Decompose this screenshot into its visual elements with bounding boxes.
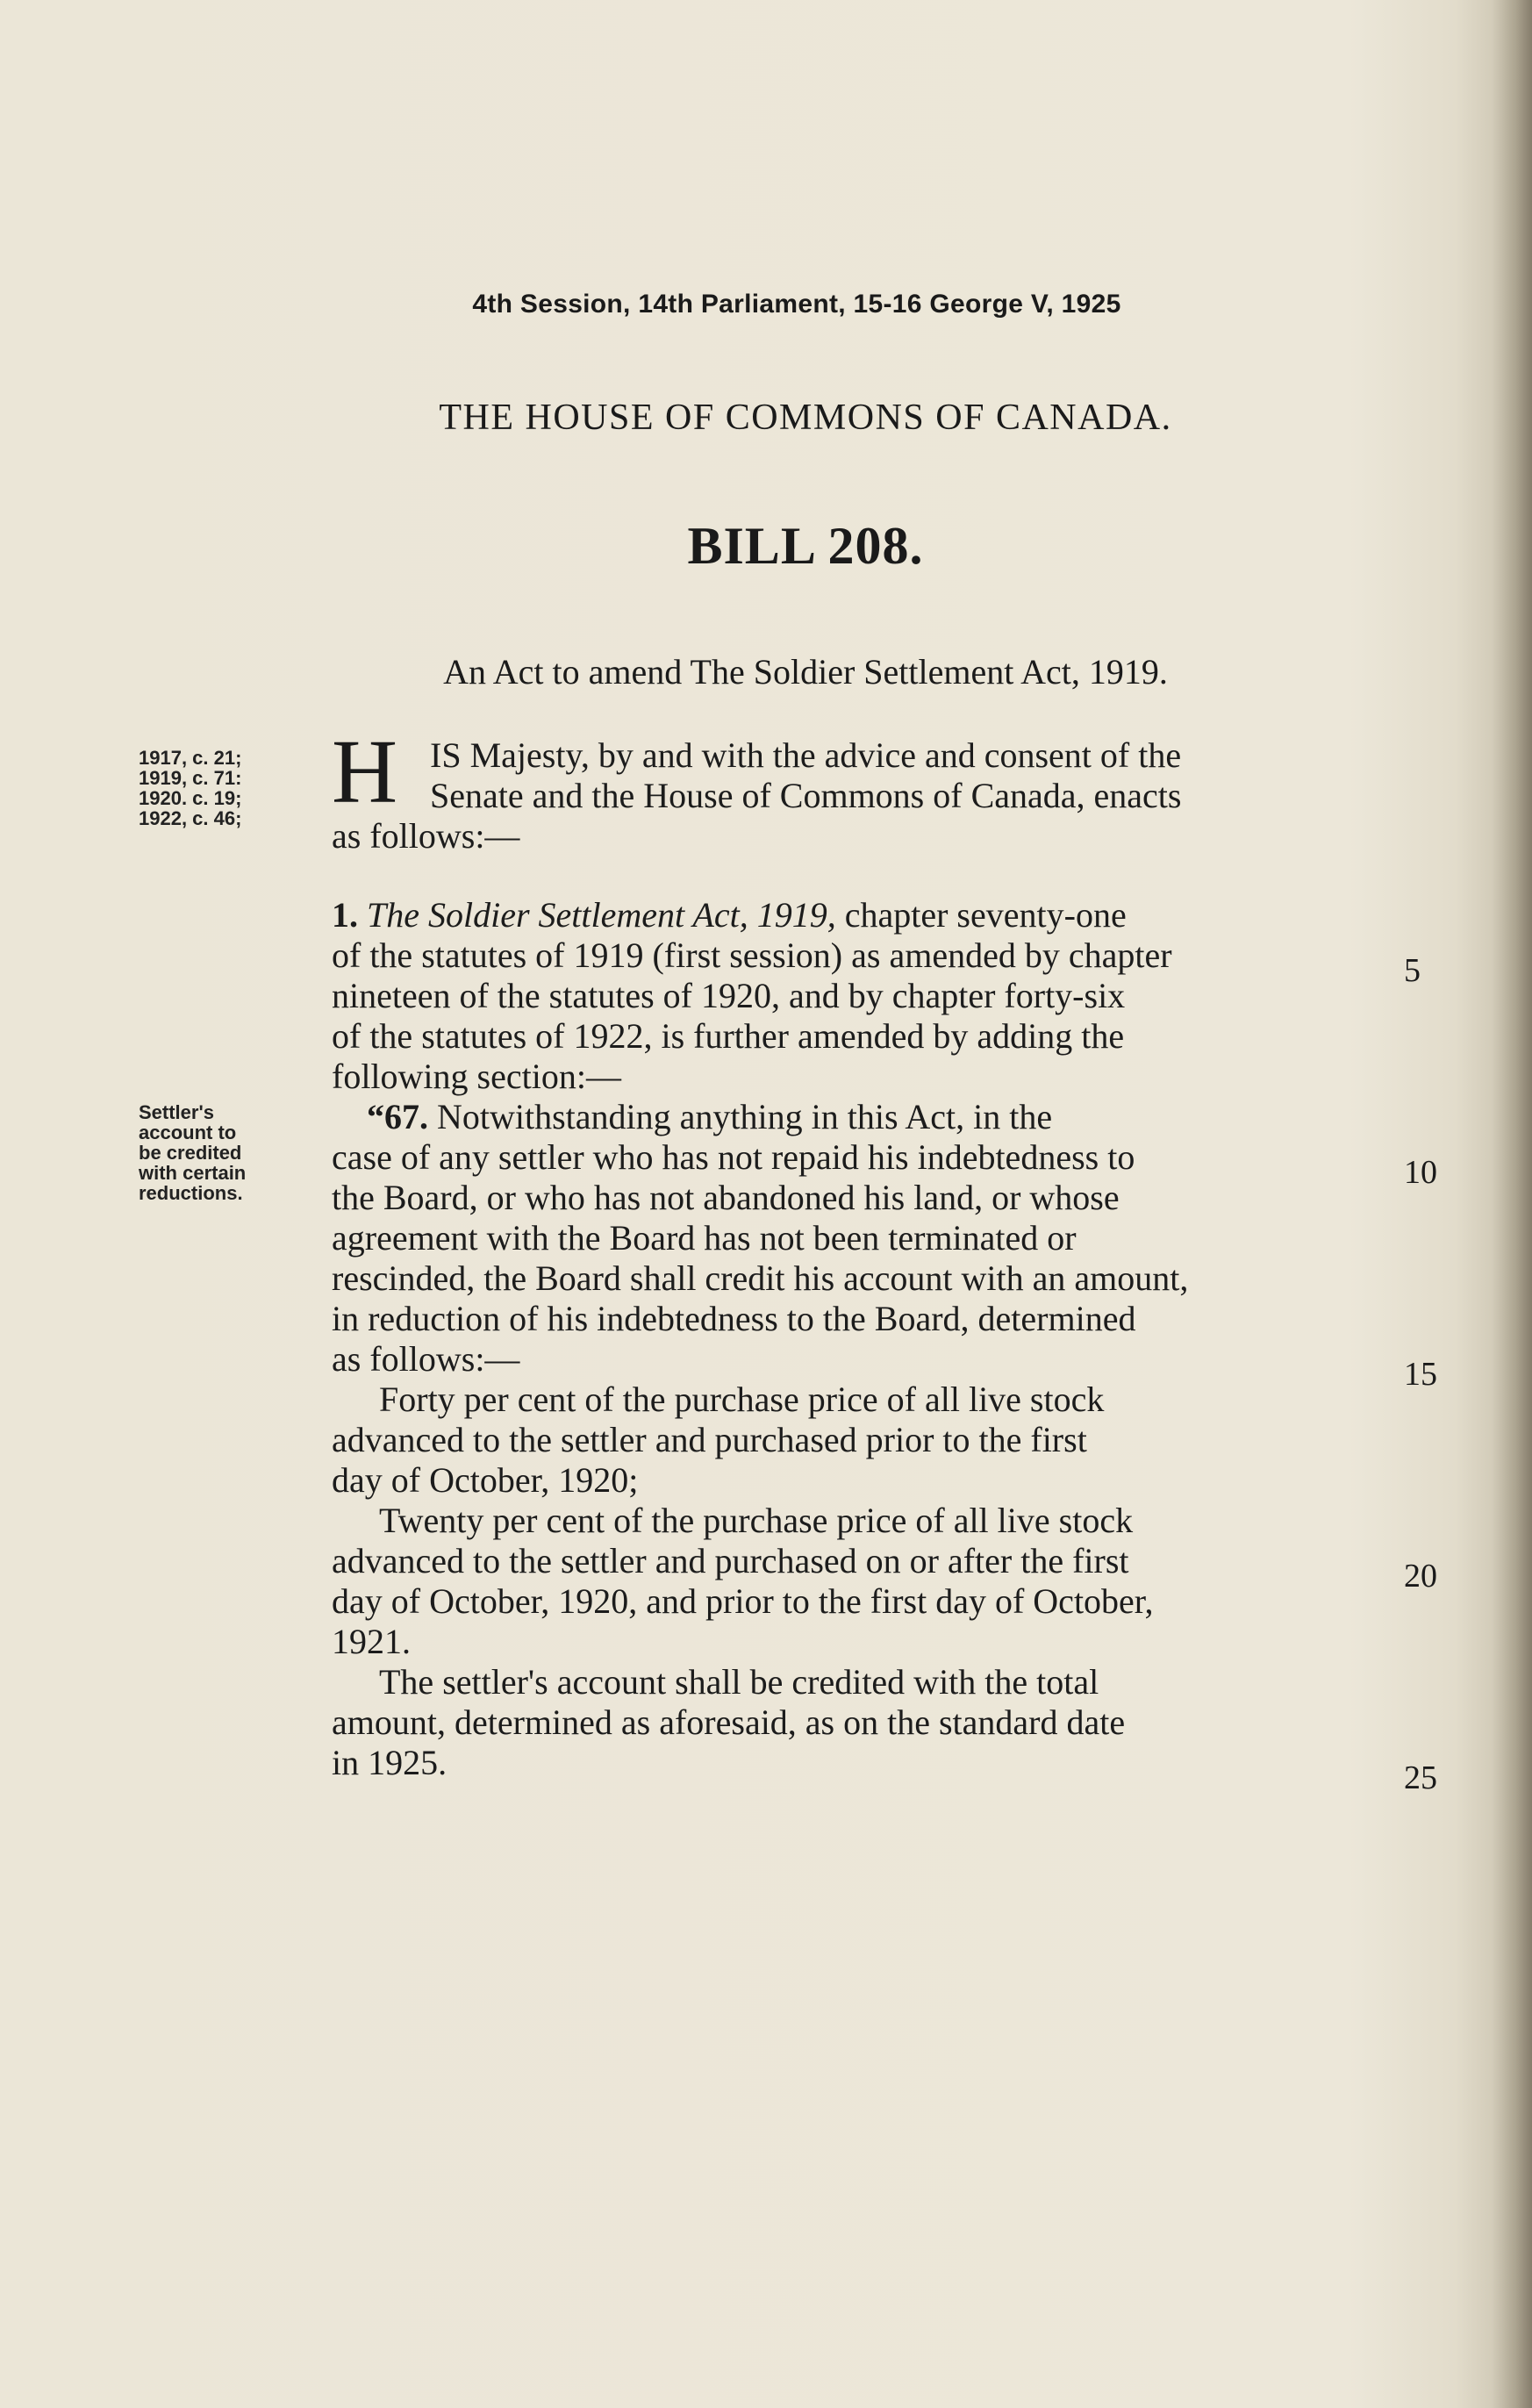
para-2-line: day of October, 1920, and prior to the first day of October, [332,1581,1154,1621]
line-number: 15 [1404,1356,1437,1393]
preamble-line: Senate and the House of Commons of Canada, enacts [430,776,1182,815]
para-2-line: Twenty per cent of the purchase price of all live stock [379,1501,1134,1540]
citation-1917: 1917, c. 21; [139,747,242,769]
section-1-line: of the statutes of 1922, is further amended by adding the [332,1016,1125,1056]
preamble-line: IS Majesty, by and with the advice and consent of the [430,735,1182,775]
preamble-indented [430,735,1392,816]
settler-note-line: account to [139,1122,237,1143]
section-1-line: nineteen of the statutes of 1920, and by chapter forty-six [332,976,1126,1015]
margin-settler-note [139,1102,305,1203]
page-edge-shadow [1492,0,1532,2408]
citation-1922: 1922, c. 46; [139,807,242,829]
para-3-line: amount, determined as aforesaid, as on the standard date [332,1702,1126,1742]
para-1-line: day of October, 1920; [332,1460,639,1500]
para-1-line: Forty per cent of the purchase price of all live stock [379,1380,1105,1419]
section-number: 1. [332,895,358,935]
section-67-line: in reduction of his indebtedness to the Board, determined [332,1299,1136,1338]
settler-note-line: Settler's [139,1101,214,1123]
act-title: An Act to amend The Soldier Settlement Act, 1919. [443,652,1168,692]
para-3-line: in 1925. [332,1743,447,1782]
para-2-line: advanced to the settler and purchased on or after the first [332,1541,1129,1580]
section-number: “67. [367,1097,428,1136]
line-number: 5 [1404,952,1421,989]
settler-note-line: reductions. [139,1182,243,1204]
section-67 [332,1097,1392,1783]
preamble-dropcap: H [332,721,398,822]
preamble-end [332,816,1392,856]
house-title: THE HOUSE OF COMMONS OF CANADA. [439,398,1172,438]
section-67-line: rescinded, the Board shall credit his account with an amount, [332,1258,1189,1298]
para-3-line: The settler's account shall be credited with the total [379,1662,1099,1702]
line-number: 10 [1404,1154,1437,1191]
act-name: The Soldier Settlement Act, 1919, [367,895,836,935]
line-number: 20 [1404,1558,1437,1595]
line-number: 25 [1404,1759,1437,1796]
para-2-line: 1921. [332,1622,411,1661]
section-67-line: case of any settler who has not repaid his indebtedness to [332,1137,1135,1177]
settler-note-line: be credited [139,1142,242,1164]
section-1 [332,895,1392,1097]
margin-citations [139,748,305,828]
para-1-line: advanced to the settler and purchased prior to the first [332,1420,1087,1459]
preamble-line: as follows:— [332,816,520,856]
settler-note-line: with certain [139,1162,247,1184]
citation-1920: 1920. c. 19; [139,787,242,809]
section-1-first-line: 1. The Soldier Settlement Act, 1919, chapter seventy-one [332,895,1127,935]
citation-1919: 1919, c. 71: [139,767,242,789]
bill-number: BILL 208. [687,517,924,575]
section-1-line: following section:— [332,1057,621,1096]
section-67-line: as follows:— [332,1339,520,1379]
session-header: 4th Session, 14th Parliament, 15-16 George V, 1925 [472,290,1121,319]
section-1-line: of the statutes of 1919 (first session) as amended by chapter [332,935,1172,975]
section-67-first-line: “67. Notwithstanding anything in this Act, in the [367,1097,1053,1136]
section-67-line: agreement with the Board has not been terminated or [332,1218,1077,1258]
section-67-line: the Board, or who has not abandoned his land, or whose [332,1178,1120,1217]
